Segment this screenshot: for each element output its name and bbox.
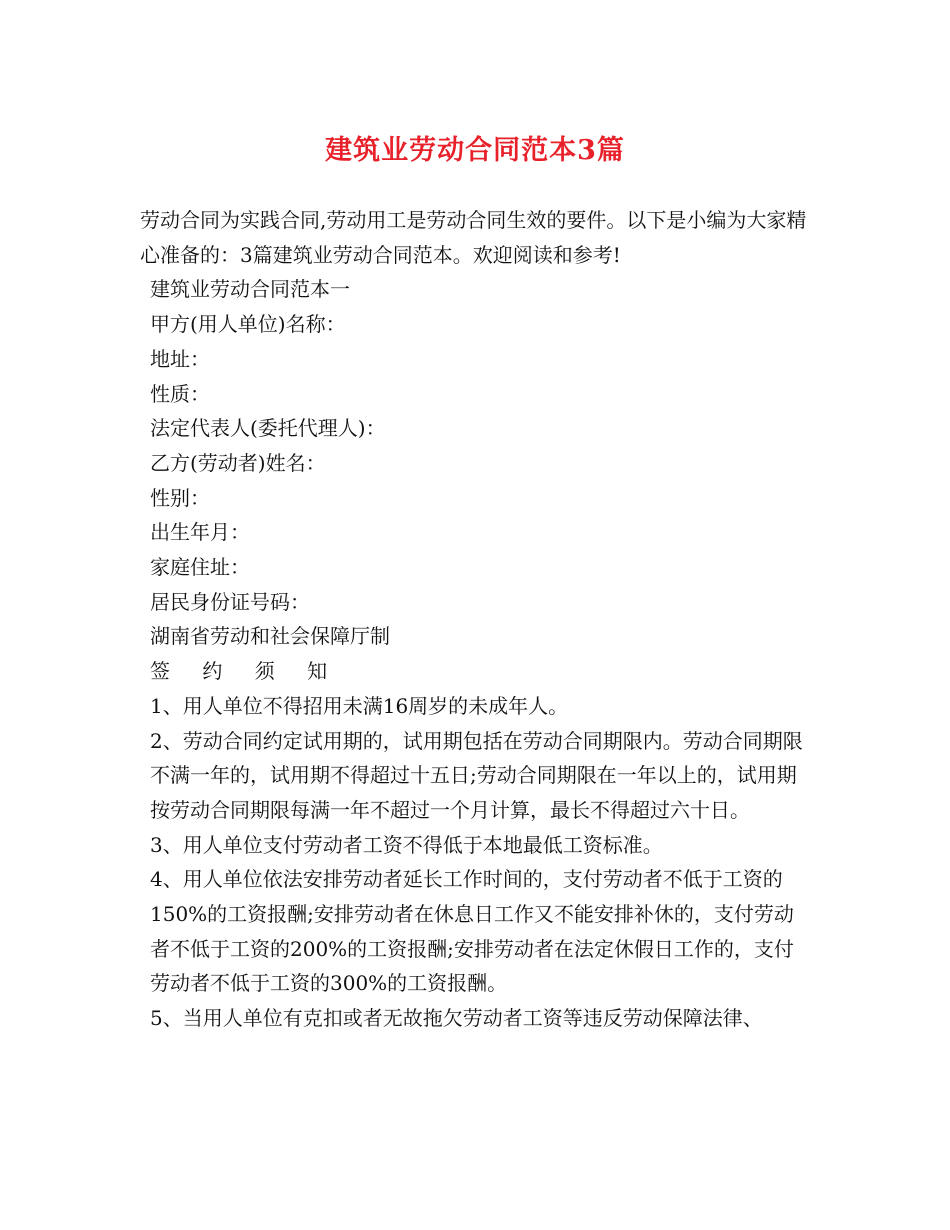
notice-item-5: 5、当用人单位有克扣或者无故拖欠劳动者工资等违反劳动保障法律、 [150,1006,763,1031]
document-title: 建筑业劳动合同范本3篇 [325,135,625,166]
notice-item-3: 3、用人单位支付劳动者工资不得低于本地最低工资标准。 [150,832,663,857]
field-nature: 性质： [150,381,210,406]
notice-item-4: 4、用人单位依法安排劳动者延长工作时间的，支付劳动者不低于工资的150%的工资报酬;安排劳动者在休息日工作又不能安排补休的，支付劳动者不低于工资的200%的工资报酬;安排劳动者在法定休假日工作的，支付劳动者不低于工资的300%的工资报酬。 [150,867,794,996]
document-body [140,203,812,1036]
field-gender: 性别： [150,485,210,510]
field-home-address: 家庭住址： [150,555,250,580]
field-legal-rep: 法定代表人(委托代理人)： [150,416,386,441]
notice-heading: 签 约 须 知 [150,659,341,684]
field-id-number: 居民身份证号码： [150,589,310,614]
field-party-b-name: 乙方(劳动者)姓名： [150,450,326,475]
section-heading: 建筑业劳动合同范本一 [150,277,350,302]
field-birth-date: 出生年月： [150,520,250,545]
notice-item-1: 1、用人单位不得招用未满16周岁的未成年人。 [150,693,569,718]
notice-item-2: 2、劳动合同约定试用期的，试用期包括在劳动合同期限内。劳动合同期限不满一年的，试用期不得超过十五日;劳动合同期限在一年以上的，试用期按劳动合同期限每满一年不超过一个月计算，最长不得超过六十日。 [150,728,803,822]
intro-paragraph: 劳动合同为实践合同,劳动用工是劳动合同生效的要件。以下是小编为大家精心准备的：3篇建筑业劳动合同范本。欢迎阅读和参考! [140,208,807,267]
field-address: 地址： [150,346,210,371]
field-party-a-name: 甲方(用人单位)名称： [150,312,346,337]
issuer-line: 湖南省劳动和社会保障厅制 [150,624,390,649]
